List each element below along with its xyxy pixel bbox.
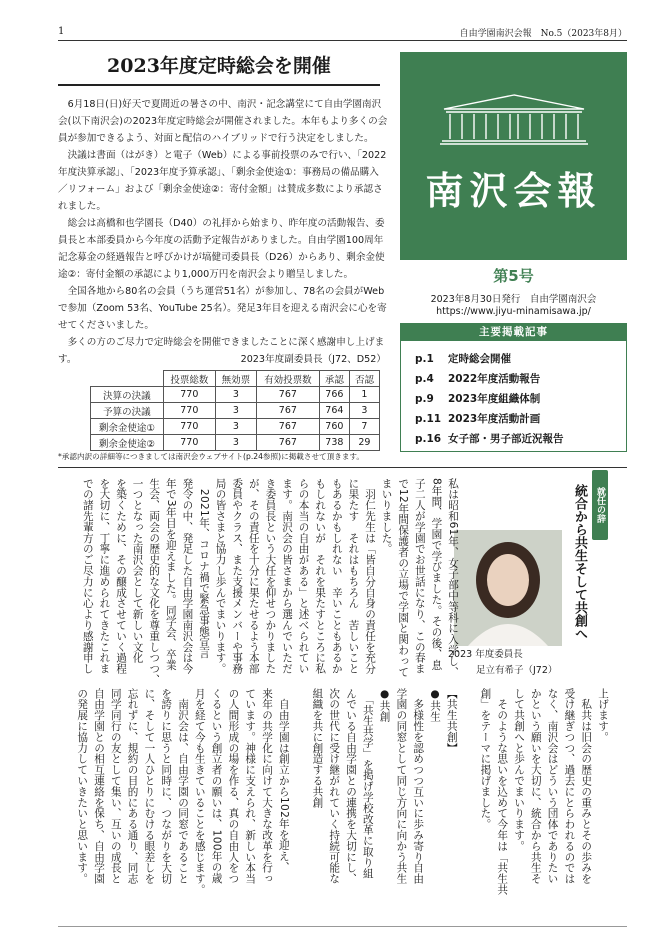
table-header-cell: 承認: [319, 371, 349, 387]
table-cell: 770: [163, 419, 215, 435]
toc-title: 2022年度活動報告: [448, 373, 541, 385]
vertical-text-column: での諸先輩方のご尽力に心より感謝申し: [81, 478, 94, 675]
vertical-text-column: に、そして一人ひとりにむける眼差しを: [143, 688, 156, 885]
issue-number: 第5号: [493, 267, 534, 285]
table-cell: 3: [215, 403, 256, 419]
table-header-cell: 否認: [349, 371, 379, 387]
vertical-text-column: 自由学園は創立から102年を迎え、: [277, 688, 290, 873]
vertical-text-column: を大切に、丁寧に進められてきたこれま: [98, 478, 111, 675]
table-row: [91, 419, 380, 435]
vertical-text-column: を築くために、その醸成させていく過程: [115, 478, 127, 675]
vertical-text-column: 局の皆さまと協力し歩んでまいります。: [214, 478, 227, 675]
table-cell: 738: [319, 435, 349, 451]
vertical-text-column: 上げます。: [597, 688, 609, 743]
table-of-contents: [400, 341, 627, 452]
vertical-text-column: を誇りに思うと同時に、つながりを大切: [160, 688, 173, 885]
table-row: [91, 403, 380, 419]
table-cell: 1: [349, 387, 379, 403]
vertical-text-column: 来年の共学化に向けて大きな改革を行っ: [261, 688, 273, 885]
vertical-text-column: 生会、両会の歴史的な文化を尊重しつつ、: [148, 478, 161, 686]
toc-item: [415, 391, 540, 406]
vertical-text-column: ●共生: [429, 688, 441, 723]
vertical-text-column: そのような思いを込めて今年は「共生共: [496, 688, 509, 896]
photo-caption: [440, 647, 580, 679]
vertical-text-column: 多様性を認めつつ互いに歩み寄り自由: [412, 688, 425, 885]
vertical-text-column: 私は昭和61年、女子部中等科に入学し、: [447, 478, 459, 678]
article-title: 2023年度定時総会を開催: [107, 55, 331, 77]
vertical-text-column: らの本当の自由がある」と述べられてい: [297, 478, 310, 675]
vertical-text-column: 発令の中、発足した自由学園南沢会は今: [181, 478, 194, 675]
vertical-text-column: 【共生共創】: [445, 688, 458, 754]
table-cell: 予算の決議: [91, 403, 164, 419]
section-divider: [58, 467, 627, 468]
vertical-text-column: 2021年、コロナ禍で緊急事態宣言: [198, 478, 210, 659]
table-cell: 剰余金使途①: [91, 419, 164, 435]
toc-item: [415, 351, 511, 366]
toc-page: p.11: [415, 413, 442, 425]
footer-rule: [58, 926, 627, 927]
toc-page: p.1: [415, 353, 434, 365]
toc-title: 2023年度組織体制: [448, 393, 541, 405]
chairperson-photo: [454, 530, 562, 646]
table-header-row: [91, 371, 380, 387]
table-cell: 767: [256, 387, 319, 403]
vertical-text-column: なく、南沢会はどういう団体でありたい: [546, 688, 559, 885]
inaugural-tag: 就任の辞: [592, 470, 608, 540]
toc-item: [415, 431, 564, 446]
table-cell: 770: [163, 403, 215, 419]
table-cell: 3: [215, 387, 256, 403]
table-cell: 764: [319, 403, 349, 419]
toc-title: 定時総会開催: [448, 353, 511, 365]
website-url: https://www.jiyu-minamisawa.jp/: [436, 306, 591, 317]
table-cell: 760: [319, 419, 349, 435]
vertical-text-column: 受け継ぎつつ、過去にとらわれるのでは: [563, 688, 576, 885]
vertical-text-column: くるという創立者の願いは、100年の歳: [210, 688, 223, 884]
vertical-text-column: 南沢会は、自由学園の同窓であること: [177, 688, 189, 885]
vertical-text-column: ます。南沢会の皆さまから選んでいただ: [281, 478, 293, 675]
newsletter-title: 南沢会報: [425, 168, 602, 213]
toc-title: 女子部・男子部近況報告: [448, 433, 564, 445]
portrait-icon: [454, 530, 562, 646]
masthead-panel: [400, 52, 627, 260]
table-cell: 767: [256, 419, 319, 435]
table-cell: 決算の決議: [91, 387, 164, 403]
vertical-text-column: かという願いを大切に、統合から共生そ: [529, 688, 542, 885]
vertical-text-column: 月を経て今も生きていることを感じます。: [193, 688, 206, 896]
vertical-text-column: の人間形成の場を作る、真の自由人をつ: [227, 688, 240, 885]
table-cell: 3: [215, 419, 256, 435]
vertical-text-column: 忘れずに、規約の目的にある通り、同志: [126, 688, 139, 885]
table-header-cell: [91, 371, 164, 387]
table-cell: 7: [349, 419, 379, 435]
caption-name: 足立有希子（J72）: [476, 665, 558, 676]
article-paragraph: 決議は書面（はがき）と電子（Web）による事前投票のみで行い、「2022年度決算承認」、「2023年度予算承認」、「剰余金使途①：事務局の備品購入／リフォーム」および「剰余金使途②：寄付金額」は賛成多数により承認されました。: [58, 150, 387, 212]
article-paragraph: 全国各地から80名の会員（うち運営51名）が参加し、78名の会員がWebで参加（Zoom 53名、YouTube 25名）。発足3年目を迎える南沢会に心を寄せてくださいました。: [58, 286, 387, 331]
vertical-text-column: 子二人が学園でお世話になり、この春ま: [413, 478, 426, 675]
table-header-cell: 有効投票数: [256, 371, 319, 387]
vertical-text-column: が、その責任を十分に果たせるよう本部: [247, 478, 260, 675]
vertical-text-column: き委員長という大任を仰せつかりました: [264, 478, 277, 675]
vertical-text-column: まいりました。: [380, 478, 393, 555]
table-cell: 770: [163, 387, 215, 403]
auditorium-logo-icon: [440, 93, 588, 145]
vertical-text-column: の発展に協力していきたいと思います。: [76, 688, 89, 885]
vertical-text-column: 一つとなった南沢会として新しい文化: [131, 478, 144, 664]
vertical-text-column: 「共生共学」を掲げ学校改革に取り組: [361, 688, 374, 879]
toc-heading: 主要掲載記事: [400, 323, 627, 341]
vertical-text-column: 創」をテーマに掲げました。: [479, 688, 492, 830]
table-cell: 29: [349, 435, 379, 451]
inaugural-heading: 統合から共生そして共創へ: [572, 484, 587, 640]
toc-item: [415, 411, 540, 426]
table-cell: 剰余金使途②: [91, 435, 164, 451]
vertical-text-column: 同学同行の友として集い、互いの成長と: [109, 688, 122, 885]
article-paragraph: 多くの方のご尽力で定時総会を開催できましたことに深く感謝申し上げます。: [58, 337, 385, 365]
article-signer: 2023年度副委員長（J72、D52）: [240, 354, 386, 365]
publication-date: 2023年8月30日発行 自由学園南沢会: [430, 294, 597, 305]
vertical-text-column: もしれないが それを果たすところに私: [314, 478, 327, 675]
table-row: [91, 387, 380, 403]
toc-page: p.16: [415, 433, 442, 445]
toc-item: [415, 371, 540, 386]
vertical-text-column: 学園の同窓として同じ方向に向かう共生: [395, 688, 408, 885]
vertical-text-column: 組織を共に創造する共創: [311, 688, 324, 808]
vertical-text-column: して共創へと歩んでまいります。: [513, 688, 525, 852]
article-paragraph: 総会は高橋和也学園長（D40）の礼拝から始まり、昨年度の活動報告、委員長と本部委員から今年度の活動予定報告がありました。自由学園100周年記念募金の経過報告と呼びかけが塙健司委員長（D26）からあり、剰余金使途②：寄付金額の承認により1,000万円を南沢会より贈呈しました。: [58, 218, 385, 280]
toc-page: p.9: [415, 393, 434, 405]
page-number: 1: [58, 26, 65, 37]
vertical-text-column: ています。神様に支えられ、新しい本当: [244, 688, 257, 885]
article-body: [58, 96, 388, 368]
vertical-text-column: もあるかもしれない 辛いこともあるか: [330, 478, 343, 675]
vertical-text-column: 羽仁先生は「皆自分自身の責任を充分: [364, 478, 376, 675]
article-title-box: [58, 48, 380, 86]
toc-page: p.4: [415, 373, 434, 385]
vertical-text-column: 次の世代に受け継がれていく持続可能な: [328, 688, 341, 885]
table-cell: 767: [256, 403, 319, 419]
table-cell: 770: [163, 435, 215, 451]
article-paragraph: 6月18日(日)好天で夏間近の暑さの中、南沢・記念講堂にて自由学園南沢会(以下南沢会)の2023年度定時総会が開催されました。本年もより多くの会員が参加できるよう、対面と配信のハイブリッドで行う決定をしました。: [58, 99, 388, 144]
vertical-text-column: んでいる自由学園との連携を大切にし、: [345, 688, 357, 885]
table-cell: 766: [319, 387, 349, 403]
vertical-text-column: 年で3年目を迎えました。同学会、卒業: [164, 478, 177, 671]
table-header-cell: 投票総数: [163, 371, 215, 387]
table-footnote: *承認内訳の詳細等につきましては南沢会ウェブサイト(p.24参照)に掲載させて頂きます。: [58, 452, 364, 461]
caption-role: 2023 年度委員長: [448, 649, 523, 660]
vertical-text-column: に果たす それはもちろん 苦しいこと: [347, 478, 360, 675]
vertical-text-column: 委員やクラス、また支援メンバーや事務: [231, 478, 244, 675]
vertical-text-column: 8年間、学園で学びました。その後、息: [430, 478, 443, 671]
vote-results-table: [90, 370, 380, 451]
vertical-text-column: 自由学園との相互連絡を保ち、自由学園: [93, 688, 105, 885]
table-cell: 767: [256, 435, 319, 451]
vertical-text-column: 私共は旧会の歴史の重みとその歩みを: [580, 688, 593, 885]
header-info: 自由学園南沢会報 No.5（2023年8月）: [459, 29, 627, 39]
table-cell: 3: [349, 403, 379, 419]
table-header-cell: 無効票: [215, 371, 256, 387]
vertical-text-column: ●共創: [378, 688, 391, 723]
vertical-text-column: で12年間保護者の立場で学園と関わって: [397, 478, 410, 678]
table-row: [91, 435, 380, 451]
table-cell: 3: [215, 435, 256, 451]
toc-title: 2023年度活動計画: [448, 413, 541, 425]
header-rule: [58, 40, 627, 41]
